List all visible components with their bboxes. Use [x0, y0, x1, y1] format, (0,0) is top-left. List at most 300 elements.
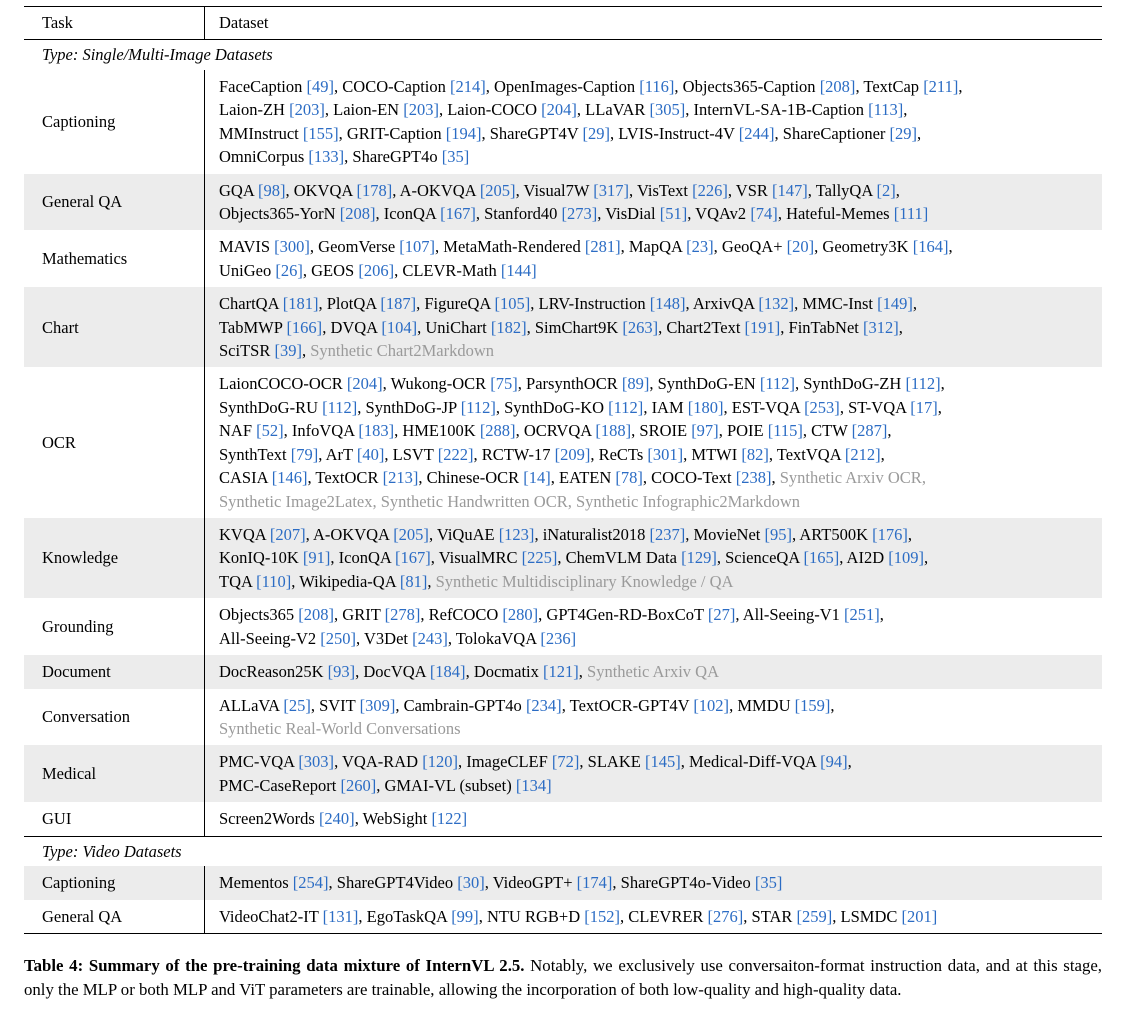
dataset-line: [219, 750, 1096, 773]
citation-ref[interactable]: [93]: [327, 662, 356, 682]
header-task: Task: [24, 7, 205, 40]
citation-ref[interactable]: [236]: [540, 628, 577, 648]
citation-ref[interactable]: [122]: [431, 809, 468, 829]
dataset-line: [219, 466, 1096, 489]
dataset-line: [219, 443, 1096, 466]
citation-ref[interactable]: [204]: [346, 374, 383, 394]
row-task-label: General QA: [24, 174, 205, 231]
header-dataset: Dataset: [205, 7, 1103, 40]
citation-ref[interactable]: [208]: [339, 203, 376, 223]
dataset-name: ,: [301, 341, 311, 361]
citation-ref[interactable]: [191]: [744, 317, 781, 337]
dataset-name: , Chart2Text: [658, 317, 745, 337]
pretraining-data-mixture-table: [24, 6, 1102, 934]
dataset-name: , TextCap: [855, 76, 924, 96]
dataset-name: , MTWI: [683, 444, 742, 464]
dataset-name: , CLEVR-Math: [394, 260, 501, 280]
citation-ref[interactable]: [254]: [292, 873, 329, 893]
row-dataset-list: [205, 70, 1103, 174]
dataset-name: , Medical-Diff-VQA: [680, 752, 821, 772]
dataset-name: , SynthDoG-EN: [649, 374, 760, 394]
citation-ref[interactable]: [152]: [584, 906, 620, 926]
dataset-name: , DocVQA: [355, 662, 430, 682]
citation-ref[interactable]: [132]: [758, 294, 795, 314]
dataset-name: , All-Seeing-V1: [735, 605, 845, 625]
citation-ref[interactable]: [174]: [576, 873, 613, 893]
citation-ref[interactable]: [26]: [275, 260, 303, 280]
citation-ref[interactable]: [222]: [437, 444, 474, 464]
citation-ref[interactable]: [205]: [393, 525, 429, 545]
dataset-name: , Wukong-OCR: [382, 374, 491, 394]
dataset-name: ,: [948, 237, 953, 257]
citation-ref[interactable]: [182]: [490, 317, 527, 337]
caption-bold-text: Summary of the pre-training data mixture of InternVL 2.5.: [88, 955, 525, 975]
dataset-name: , ShareGPT4Video: [328, 873, 458, 893]
section-type-row: [24, 836, 1102, 866]
dataset-name: , GeoQA+: [713, 237, 787, 257]
section-type-label: Type: Single/Multi-Image Datasets: [24, 40, 1102, 70]
citation-ref[interactable]: [167]: [440, 203, 476, 223]
citation-ref[interactable]: [105]: [494, 294, 531, 314]
citation-ref[interactable]: [49]: [306, 76, 335, 96]
dataset-name: , RefCOCO: [420, 605, 503, 625]
dataset-name: UniGeo: [219, 260, 276, 280]
dataset-line: [219, 75, 1096, 98]
citation-ref[interactable]: [35]: [441, 147, 470, 167]
citation-ref[interactable]: [203]: [289, 100, 325, 120]
dataset-line: [219, 570, 1096, 593]
citation-ref[interactable]: [112]: [322, 397, 358, 417]
dataset-name: , AI2D: [839, 548, 889, 568]
dataset-name: , EgoTaskQA: [358, 906, 452, 926]
dataset-name: All-Seeing-V2: [219, 628, 321, 648]
dataset-name: , IconQA: [375, 203, 441, 223]
dataset-name: , SynthDoG-KO: [495, 397, 609, 417]
bottom-rule-cell: [24, 933, 1102, 934]
dataset-name: , ViQuAE: [428, 525, 499, 545]
citation-ref[interactable]: [209]: [554, 444, 591, 464]
citation-ref[interactable]: [206]: [358, 260, 395, 280]
citation-ref[interactable]: [81]: [399, 571, 428, 591]
table-body: [24, 7, 1102, 934]
citation-ref[interactable]: [281]: [584, 237, 621, 257]
dataset-name: , GEOS: [302, 260, 359, 280]
dataset-line: [219, 807, 1096, 830]
row-dataset-list: [205, 518, 1103, 598]
dataset-name: , Objects365-Caption: [674, 76, 820, 96]
table-row: [24, 598, 1102, 655]
dataset-name: , ShareGPT4o-Video: [612, 873, 755, 893]
citation-ref[interactable]: [30]: [457, 873, 485, 893]
dataset-name: , MMC-Inst: [794, 294, 878, 314]
citation-ref[interactable]: [208]: [298, 605, 335, 625]
table-row: [24, 367, 1102, 518]
dataset-name: , ShareGPT4o: [344, 147, 442, 167]
citation-ref[interactable]: [112]: [460, 397, 496, 417]
citation-ref[interactable]: [207]: [269, 525, 306, 545]
row-task-label: Mathematics: [24, 230, 205, 287]
synthetic-dataset-name: Synthetic Chart2Markdown: [310, 341, 494, 361]
dataset-name: , MapQA: [620, 237, 687, 257]
citation-ref[interactable]: [300]: [274, 237, 310, 257]
dataset-name: , GRIT: [334, 605, 385, 625]
dataset-name: , SROIE: [631, 421, 692, 441]
dataset-name: , Cambrain-GPT4o: [395, 695, 526, 715]
dataset-line: [219, 145, 1096, 168]
dataset-name: MAVIS: [219, 237, 275, 257]
dataset-line: [219, 774, 1096, 797]
citation-ref[interactable]: [280]: [502, 605, 539, 625]
dataset-name: , LSMDC: [832, 906, 902, 926]
dataset-line: [219, 717, 1096, 740]
citation-ref[interactable]: [183]: [358, 421, 395, 441]
dataset-name: SciTSR: [219, 341, 275, 361]
dataset-name: PMC-VQA: [219, 752, 299, 772]
citation-ref[interactable]: [201]: [901, 906, 938, 926]
citation-ref[interactable]: [29]: [889, 123, 918, 143]
dataset-line: [219, 419, 1096, 442]
dataset-name: , GRIT-Caption: [338, 123, 446, 143]
synthetic-dataset-name: Synthetic Image2Latex, Synthetic Handwritten OCR, Synthetic Infographic2Markdown: [219, 491, 801, 511]
dataset-name: DocReason25K: [219, 662, 328, 682]
row-task-label: OCR: [24, 367, 205, 518]
citation-ref[interactable]: [133]: [308, 147, 345, 167]
dataset-name: ,: [937, 397, 942, 417]
citation-ref[interactable]: [165]: [803, 548, 840, 568]
dataset-name: , Geometry3K: [814, 237, 913, 257]
table-row: [24, 655, 1102, 688]
citation-ref[interactable]: [97]: [691, 421, 719, 441]
row-dataset-list: [205, 802, 1103, 836]
citation-ref[interactable]: [144]: [500, 260, 537, 280]
dataset-name: , EATEN: [550, 468, 616, 488]
dataset-name: ,: [907, 525, 913, 545]
citation-ref[interactable]: [188]: [595, 421, 632, 441]
citation-ref[interactable]: [110]: [256, 571, 292, 591]
dataset-name: , TextOCR-GPT4V: [561, 695, 694, 715]
citation-ref[interactable]: [27]: [707, 605, 736, 625]
dataset-name: , HME100K: [394, 421, 480, 441]
citation-ref[interactable]: [273]: [561, 203, 598, 223]
dataset-name: , POIE: [718, 421, 768, 441]
citation-ref[interactable]: [145]: [644, 752, 681, 772]
dataset-name: NAF: [219, 421, 257, 441]
citation-ref[interactable]: [72]: [551, 752, 580, 772]
citation-ref[interactable]: [111]: [893, 203, 929, 223]
citation-ref[interactable]: [121]: [543, 662, 579, 682]
dataset-name: , TallyQA: [807, 180, 877, 200]
dataset-name: , Stanford40: [475, 203, 562, 223]
dataset-name: , GPT4Gen-RD-BoxCoT: [538, 605, 708, 625]
citation-ref[interactable]: [253]: [804, 397, 840, 417]
dataset-name: ,: [924, 548, 929, 568]
citation-ref[interactable]: [167]: [395, 548, 431, 568]
dataset-name: Screen2Words: [219, 809, 319, 829]
citation-ref[interactable]: [184]: [429, 662, 466, 682]
dataset-name: , SimChart9K: [526, 317, 623, 337]
citation-ref[interactable]: [240]: [318, 809, 355, 829]
row-dataset-list: [205, 745, 1103, 802]
row-dataset-list: [205, 230, 1103, 287]
section-type-row: [24, 40, 1102, 70]
citation-ref[interactable]: [89]: [621, 374, 650, 394]
citation-ref[interactable]: [148]: [649, 294, 686, 314]
citation-ref[interactable]: [250]: [320, 628, 357, 648]
citation-ref[interactable]: [17]: [910, 397, 938, 417]
row-dataset-list: [205, 866, 1103, 899]
citation-ref[interactable]: [102]: [693, 695, 730, 715]
table-row: [24, 802, 1102, 836]
citation-ref[interactable]: [107]: [399, 237, 436, 257]
dataset-name: , EST-VQA: [723, 397, 805, 417]
dataset-line: [219, 316, 1096, 339]
citation-ref[interactable]: [146]: [271, 468, 308, 488]
dataset-name: , ReCTs: [590, 444, 648, 464]
citation-ref[interactable]: [211]: [923, 76, 959, 96]
citation-ref[interactable]: [204]: [541, 100, 577, 120]
dataset-name: , ST-VQA: [839, 397, 911, 417]
dataset-name: , Wikipedia-QA: [291, 571, 400, 591]
dataset-name: , OpenImages-Caption: [485, 76, 640, 96]
dataset-name: , Laion-COCO: [438, 100, 542, 120]
dataset-name: , ChemVLM Data: [557, 548, 682, 568]
citation-ref[interactable]: [278]: [384, 605, 421, 625]
citation-ref[interactable]: [20]: [786, 237, 815, 257]
citation-ref[interactable]: [180]: [687, 397, 724, 417]
citation-ref[interactable]: [251]: [844, 605, 880, 625]
citation-ref[interactable]: [98]: [257, 180, 286, 200]
citation-ref[interactable]: [14]: [523, 468, 551, 488]
citation-ref[interactable]: [244]: [738, 123, 775, 143]
citation-ref[interactable]: [112]: [608, 397, 644, 417]
dataset-name: , FigureQA: [416, 294, 495, 314]
citation-ref[interactable]: [212]: [844, 444, 881, 464]
citation-ref[interactable]: [109]: [888, 548, 924, 568]
citation-ref[interactable]: [74]: [750, 203, 778, 223]
table-row: [24, 230, 1102, 287]
citation-ref[interactable]: [23]: [686, 237, 714, 257]
dataset-name: ,: [917, 123, 922, 143]
citation-ref[interactable]: [203]: [403, 100, 439, 120]
citation-ref[interactable]: [276]: [707, 906, 744, 926]
citation-ref[interactable]: [317]: [593, 180, 630, 200]
dataset-name: , VisDial: [597, 203, 660, 223]
dataset-name: , LVIS-Instruct-4V: [609, 123, 739, 143]
dataset-name: , MetaMath-Rendered: [435, 237, 585, 257]
dataset-name: , LLaVAR: [576, 100, 650, 120]
dataset-name: ,: [958, 76, 963, 96]
citation-ref[interactable]: [25]: [283, 695, 311, 715]
citation-ref[interactable]: [82]: [741, 444, 769, 464]
citation-ref[interactable]: [129]: [681, 548, 717, 568]
row-dataset-list: [205, 689, 1103, 746]
row-dataset-list: [205, 367, 1103, 518]
dataset-name: , ShareGPT4V: [481, 123, 583, 143]
citation-ref[interactable]: [79]: [290, 444, 319, 464]
dataset-name: ,: [940, 374, 945, 394]
citation-ref[interactable]: [237]: [649, 525, 686, 545]
dataset-name: ALLaVA: [219, 695, 284, 715]
row-dataset-list: [205, 900, 1103, 934]
dataset-name: , GMAI-VL (subset): [376, 775, 516, 795]
citation-ref[interactable]: [2]: [876, 180, 896, 200]
citation-ref[interactable]: [91]: [302, 548, 331, 568]
dataset-name: MMInstruct: [219, 123, 303, 143]
synthetic-dataset-name: Synthetic Real-World Conversations: [219, 718, 461, 738]
row-task-label: Captioning: [24, 866, 205, 899]
dataset-line: [219, 259, 1096, 282]
dataset-name: , V3Det: [356, 628, 413, 648]
caption-label: Table 4:: [24, 955, 84, 975]
dataset-name: ChartQA: [219, 294, 283, 314]
citation-ref[interactable]: [263]: [622, 317, 659, 337]
citation-ref[interactable]: [303]: [298, 752, 335, 772]
citation-ref[interactable]: [94]: [820, 752, 848, 772]
citation-ref[interactable]: [213]: [382, 468, 419, 488]
citation-ref[interactable]: [187]: [380, 294, 417, 314]
citation-ref[interactable]: [305]: [649, 100, 686, 120]
dataset-name: , VQA-RAD: [334, 752, 423, 772]
dataset-name: ,: [427, 571, 436, 591]
citation-ref[interactable]: [131]: [322, 906, 359, 926]
citation-ref[interactable]: [112]: [905, 374, 941, 394]
citation-ref[interactable]: [312]: [863, 317, 899, 337]
citation-ref[interactable]: [214]: [450, 76, 486, 96]
synthetic-dataset-name: Synthetic Arxiv OCR: [779, 468, 922, 488]
citation-ref[interactable]: [113]: [868, 100, 904, 120]
citation-ref[interactable]: [52]: [256, 421, 284, 441]
citation-ref[interactable]: [164]: [912, 237, 949, 257]
citation-ref[interactable]: [95]: [764, 525, 792, 545]
citation-ref[interactable]: [260]: [340, 775, 377, 795]
citation-ref[interactable]: [78]: [615, 468, 643, 488]
dataset-name: , COCO-Caption: [334, 76, 450, 96]
dataset-name: , Laion-EN: [324, 100, 404, 120]
citation-ref[interactable]: [234]: [525, 695, 562, 715]
citation-ref[interactable]: [116]: [639, 76, 675, 96]
citation-ref[interactable]: [301]: [647, 444, 684, 464]
row-dataset-list: [205, 598, 1103, 655]
dataset-name: , InfoVQA: [283, 421, 359, 441]
dataset-name: , OKVQA: [285, 180, 357, 200]
citation-ref[interactable]: [149]: [877, 294, 913, 314]
dataset-name: , MMDU: [729, 695, 795, 715]
synthetic-dataset-name: Synthetic Multidisciplinary Knowledge / QA: [435, 571, 734, 591]
dataset-name: , TextOCR: [307, 468, 383, 488]
citation-ref[interactable]: [104]: [381, 317, 418, 337]
dataset-name: ,: [895, 180, 900, 200]
dataset-name: , ArT: [318, 444, 357, 464]
dataset-name: , COCO-Text: [642, 468, 736, 488]
citation-ref[interactable]: [238]: [735, 468, 772, 488]
dataset-name: , SVIT: [310, 695, 360, 715]
dataset-line: [219, 122, 1096, 145]
dataset-name: ,: [880, 444, 885, 464]
citation-ref[interactable]: [120]: [422, 752, 458, 772]
caption-body: Notably, we exclusively use conversaiton-format instruction data, and at this stage, only the MLP or both MLP and ViT parameters are trainable, allowing the incorporation of both low-quality and high-quality data.: [24, 955, 1102, 1000]
citation-ref[interactable]: [35]: [754, 873, 783, 893]
citation-ref[interactable]: [181]: [282, 294, 319, 314]
row-task-label: General QA: [24, 900, 205, 934]
dataset-name: PMC-CaseReport: [219, 775, 341, 795]
citation-ref[interactable]: [226]: [692, 180, 728, 200]
dataset-name: , NTU RGB+D: [478, 906, 585, 926]
dataset-name: , A-OKVQA: [392, 180, 480, 200]
dataset-name: , VisualMRC: [430, 548, 522, 568]
section-type-label: Type: Video Datasets: [24, 836, 1102, 866]
row-task-label: Grounding: [24, 598, 205, 655]
dataset-name: LaionCOCO-OCR: [219, 374, 347, 394]
row-task-label: Conversation: [24, 689, 205, 746]
citation-ref[interactable]: [112]: [759, 374, 795, 394]
citation-ref[interactable]: [115]: [767, 421, 803, 441]
dataset-name: ,: [903, 100, 908, 120]
citation-ref[interactable]: [159]: [794, 695, 831, 715]
row-dataset-list: [205, 174, 1103, 231]
dataset-name: ,: [771, 468, 780, 488]
dataset-name: , ScienceQA: [716, 548, 804, 568]
citation-ref[interactable]: [259]: [796, 906, 833, 926]
citation-ref[interactable]: [194]: [445, 123, 482, 143]
citation-ref[interactable]: [176]: [872, 525, 908, 545]
dataset-name: , WebSight: [354, 809, 432, 829]
dataset-name: , RCTW-17: [473, 444, 555, 464]
citation-ref[interactable]: [51]: [659, 203, 688, 223]
citation-ref[interactable]: [288]: [479, 421, 516, 441]
citation-ref[interactable]: [243]: [412, 628, 448, 648]
dataset-line: [219, 372, 1096, 395]
dataset-name: ,: [898, 317, 903, 337]
dataset-name: , VSR: [727, 180, 773, 200]
citation-ref[interactable]: [225]: [521, 548, 558, 568]
citation-ref[interactable]: [155]: [302, 123, 339, 143]
citation-ref[interactable]: [39]: [274, 341, 302, 361]
dataset-name: , VisText: [629, 180, 693, 200]
citation-ref[interactable]: [166]: [286, 317, 323, 337]
row-task-label: Chart: [24, 287, 205, 367]
citation-ref[interactable]: [287]: [851, 421, 888, 441]
dataset-name: , iNaturalist2018: [534, 525, 650, 545]
citation-ref[interactable]: [309]: [359, 695, 396, 715]
citation-ref[interactable]: [75]: [490, 374, 518, 394]
table-row: [24, 689, 1102, 746]
citation-ref[interactable]: [123]: [498, 525, 535, 545]
citation-ref[interactable]: [29]: [582, 123, 610, 143]
citation-ref[interactable]: [208]: [819, 76, 856, 96]
table-row: [24, 900, 1102, 934]
dataset-line: [219, 202, 1096, 225]
citation-ref[interactable]: [178]: [356, 180, 393, 200]
dataset-name: , SLAKE: [579, 752, 645, 772]
table-row: [24, 174, 1102, 231]
citation-ref[interactable]: [40]: [356, 444, 385, 464]
dataset-name: TQA: [219, 571, 257, 591]
dataset-name: ,: [887, 421, 892, 441]
dataset-name: , A-OKVQA: [305, 525, 394, 545]
citation-ref[interactable]: [99]: [451, 906, 479, 926]
dataset-name: , SynthDoG-ZH: [794, 374, 906, 394]
dataset-name: GQA: [219, 180, 258, 200]
citation-ref[interactable]: [147]: [772, 180, 808, 200]
citation-ref[interactable]: [205]: [479, 180, 516, 200]
dataset-name: , Docmatix: [465, 662, 544, 682]
dataset-line: [219, 627, 1096, 650]
dataset-name: ,: [847, 752, 852, 772]
dataset-name: VideoChat2-IT: [219, 906, 323, 926]
row-dataset-list: [205, 287, 1103, 367]
citation-ref[interactable]: [134]: [515, 775, 552, 795]
dataset-name: , VideoGPT+: [484, 873, 577, 893]
